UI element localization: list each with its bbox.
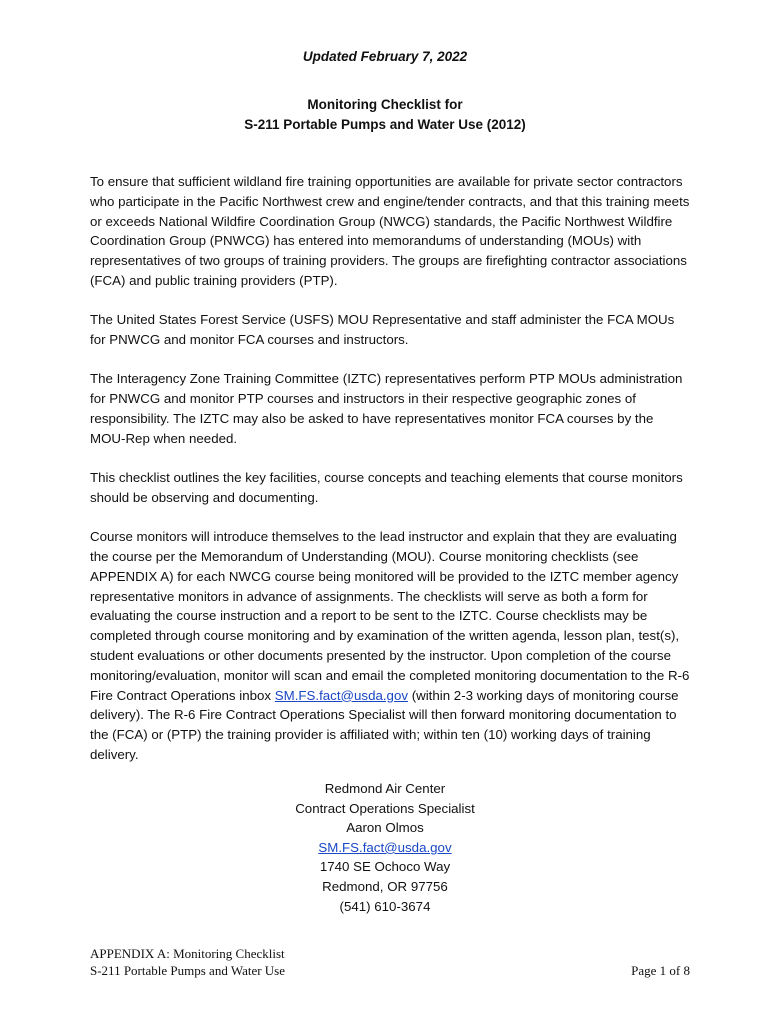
- paragraph-checklist: This checklist outlines the key facilities, course concepts and teaching elements that course monitors should be observing and documenting.: [90, 470, 683, 505]
- contact-name: Aaron Olmos: [346, 820, 424, 836]
- contact-street: 1740 SE Ochoco Way: [319, 859, 451, 875]
- paragraph-monitors: [90, 527, 690, 765]
- title-line-2: S-211 Portable Pumps and Water Use (2012): [244, 117, 526, 132]
- paragraph-intro: To ensure that sufficient wildland fire training opportunities are available for private sector contractors who participate in the Pacific Northwest crew and engine/tender contracts, and that this training meets or exceeds National Wildfire Coordination Group (NWCG) standards, the Pacific Northwest Wildfire Coordination Group (PNWCG) has entered into memorandums of understanding (MOUs) with representatives of two groups of training providers. The groups are firefighting contractor associations (FCA) and public training providers (PTP).: [90, 174, 690, 288]
- paragraph-usfs: The United States Forest Service (USFS) MOU Representative and staff administer the FCA MOUs for PNWCG and monitor FCA courses and instructors.: [90, 312, 675, 348]
- contact-block: [0, 779, 770, 916]
- footer-appendix: APPENDIX A: Monitoring Checklist: [90, 946, 285, 961]
- title-line-1: Monitoring Checklist for: [307, 97, 463, 112]
- contact-phone: (541) 610-3674: [339, 898, 431, 914]
- paragraph-monitors-text-2: (within 2-3 working days of monitoring course delivery). The R-6 Fire Contract Operations Specialist will then forward monitoring documentation to the (FCA) or (PTP) the training provider is affiliated with; within ten (10) working days of training delivery.: [90, 687, 679, 762]
- updated-date: Updated February 7, 2022: [302, 49, 468, 64]
- page-number: Page 1 of 8: [631, 963, 690, 978]
- contact-org: Redmond Air Center: [324, 781, 446, 796]
- contact-city: Redmond, OR 97756: [322, 878, 448, 894]
- contact-role: Contract Operations Specialist: [295, 800, 475, 816]
- paragraph-monitors-text-1: Course monitors will introduce themselves to the lead instructor and explain that they are evaluating the course per the Memorandum of Understanding (MOU). Course monitoring checklists (see APPENDIX A) for each NWCG course being monitored will be provided to the IZTC member agency representative monitors in advance of assignments. The checklists will serve as both a form for evaluating the course instruction and a report to be sent to the IZTC. Course checklists may be completed through course monitoring and by examination of the written agenda, lesson plan, test(s), student evaluations or other documents presented by the instructor. Upon completion of the course monitoring/evaluation, monitor will scan and email the completed monitoring documentation to the R-6 Fire Contract Operations inbox: [90, 529, 690, 703]
- paragraph-iztc: The Interagency Zone Training Committee (IZTC) representatives perform PTP MOUs administration for PNWCG and monitor PTP courses and instructors in their respective geographic zones of responsibility. The IZTC may also be asked to have representatives monitor FCA courses by the MOU-Rep when needed.: [90, 371, 683, 446]
- footer-course: S-211 Portable Pumps and Water Use: [90, 963, 286, 978]
- page-title: [0, 95, 770, 135]
- document-body: [90, 172, 690, 784]
- contact-email-link[interactable]: SM.FS.fact@usda.gov: [318, 839, 452, 855]
- email-link-inline[interactable]: SM.FS.fact@usda.gov: [274, 687, 408, 703]
- page-footer: [90, 945, 690, 979]
